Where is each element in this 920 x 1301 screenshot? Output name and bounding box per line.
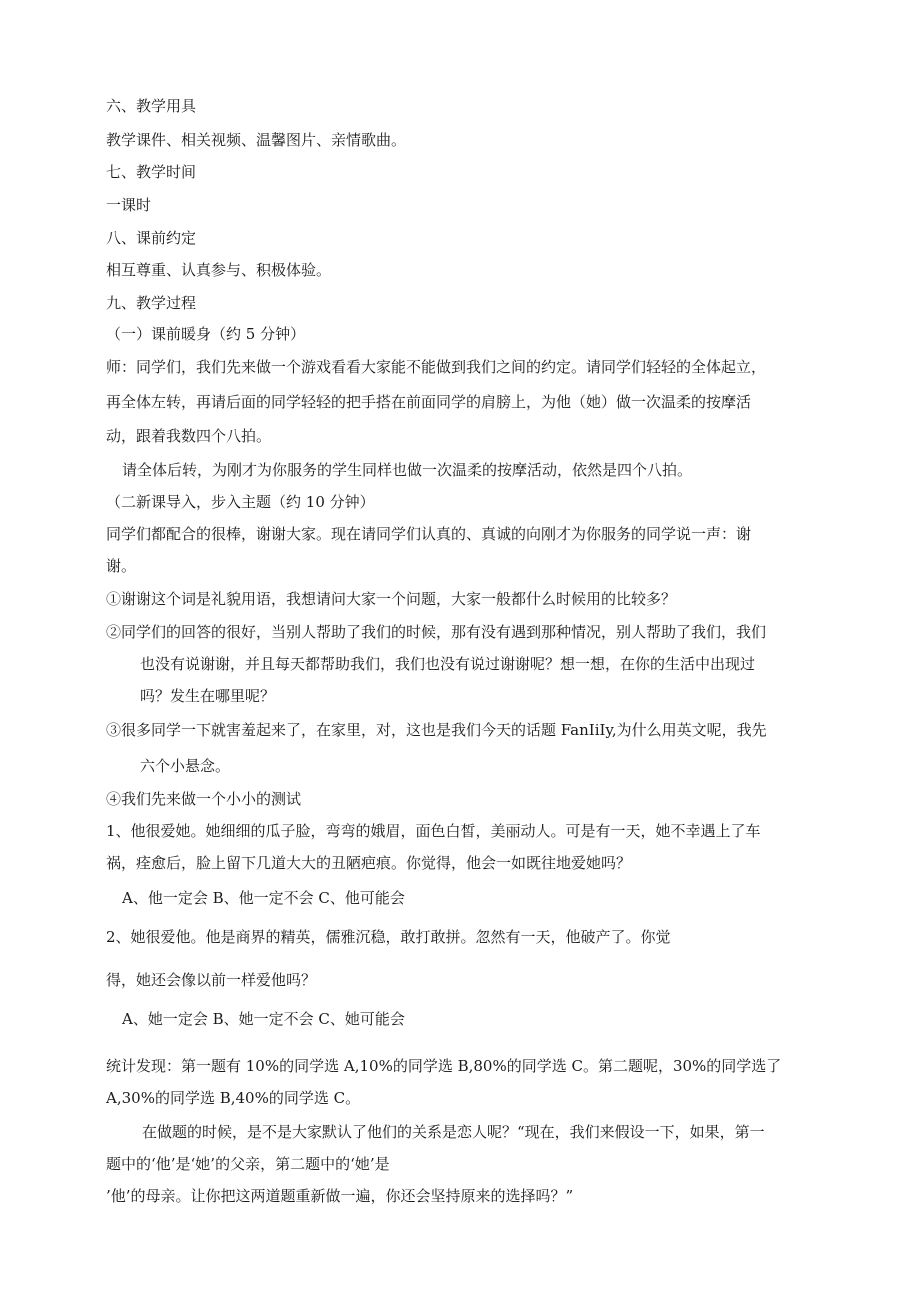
question-2-options: A、她一定会 B、她一定不会 C、她可能会: [122, 1010, 405, 1028]
question-1-options: A、他一定会 B、他一定不会 C、他可能会: [122, 889, 405, 907]
paragraph-line: 相互尊重、认真参与、积极体验。: [106, 261, 332, 279]
statistics-line: A,30%的同学选 B,40%的同学选 C。: [106, 1089, 361, 1107]
paragraph-line: 同学们都配合的很棒，谢谢大家。现在请同学们认真的、真诚的向刚才为你服务的同学说一声：谢: [106, 525, 752, 543]
list-item: ①谢谢这个词是礼貌用语，我想请问大家一个问题，大家一般都什么时候用的比较多？: [106, 590, 677, 608]
subheading-warmup: （一）课前暖身（约 5 分钟）: [106, 325, 306, 343]
paragraph-line: 题中的‘他’是‘她’的父亲，第二题中的‘她’是: [106, 1155, 390, 1173]
question-2: 2、她很爱他。他是商界的精英，儒雅沉稳，敢打敢拼。忽然有一天，他破产了。你觉: [106, 928, 671, 946]
paragraph-line: 师：同学们，我们先来做一个游戏看看大家能不能做到我们之间的约定。请同学们轻轻的全体起立，: [106, 358, 767, 376]
question-1-continuation: 祸，痊愈后，脸上留下几道大大的丑陋疤痕。你觉得，他会一如既往地爱她吗？: [106, 854, 632, 872]
paragraph-line: 在做题的时候，是不是大家默认了他们的关系是恋人呢？“现在，我们来假设一下，如果，第一: [142, 1123, 765, 1141]
paragraph-line: 一课时: [106, 196, 152, 214]
paragraph-line: ’他’的母亲。让你把这两道题重新做一遍，你还会坚持原来的选择吗？”: [106, 1187, 574, 1205]
statistics-line: 统计发现：第一题有 10%的同学选 A,10%的同学选 B,80%的同学选 C。第二题呢，30%的同学选了: [106, 1057, 782, 1075]
list-item-continuation: 也没有说谢谢，并且每天都帮助我们，我们也没有说过谢谢呢？想一想，在你的生活中出现过: [140, 655, 756, 673]
heading-teaching-process: 九、教学过程: [106, 294, 197, 312]
paragraph-line: 请全体后转，为刚才为你服务的学生同样也做一次温柔的按摩活动，依然是四个八拍。: [122, 461, 693, 479]
paragraph-line: 动，跟着我数四个八拍。: [106, 427, 272, 445]
list-item: ②同学们的回答的很好，当别人帮助了我们的时候，那有没有遇到那种情况，别人帮助了我们，我们: [106, 623, 767, 641]
list-item: ④我们先来做一个小小的测试: [106, 790, 302, 808]
paragraph-line: 再全体左转，再请后面的同学轻轻的把手搭在前面同学的肩膀上，为他（她）做一次温柔的按摩活: [106, 393, 752, 411]
heading-teaching-time: 七、教学时间: [106, 163, 197, 181]
paragraph-line: 教学课件、相关视频、温馨图片、亲情歌曲。: [106, 131, 407, 149]
heading-class-agreement: 八、课前约定: [106, 229, 197, 247]
question-1: 1、他很爱她。她细细的瓜子脸，弯弯的娥眉，面色白皙，美丽动人。可是有一天，她不幸遇上了车: [106, 822, 761, 840]
list-item: ③很多同学一下就害羞起来了，在家里，对，这也是我们今天的话题 FanIiIy,为什么用英文呢，我先: [106, 721, 767, 739]
question-2-continuation: 得，她还会像以前一样爱他吗？: [106, 971, 317, 989]
subheading-new-lesson: （二新课导入，步入主题（约 10 分钟）: [106, 493, 375, 511]
list-item-continuation: 吗？发生在哪里呢？: [140, 687, 276, 705]
paragraph-line: 谢。: [106, 557, 137, 575]
list-item-continuation: 六个小悬念。: [140, 757, 231, 775]
heading-teaching-tools: 六、教学用具: [106, 97, 197, 115]
